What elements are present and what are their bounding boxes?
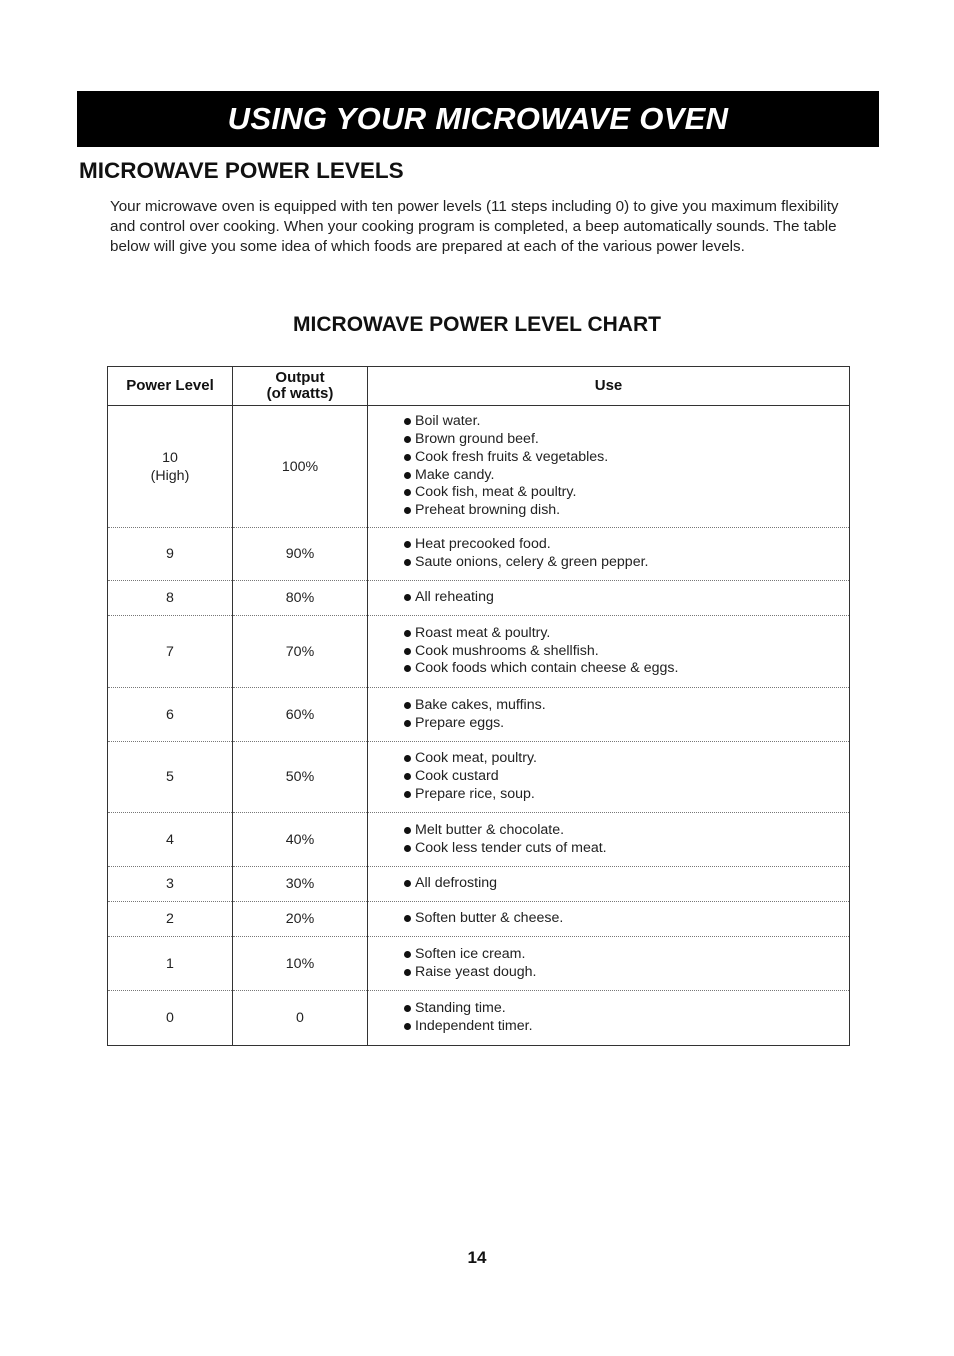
use-list (404, 910, 849, 928)
output-cell: 50% (233, 742, 368, 813)
header-output-line1: Output (275, 369, 325, 386)
table-header-row (108, 367, 850, 406)
use-list-item: Cook less tender cuts of meat. (404, 840, 849, 858)
use-list-item: Standing time. (404, 1000, 849, 1018)
output-cell: 60% (233, 688, 368, 742)
use-list (404, 750, 849, 803)
output-cell: 80% (233, 581, 368, 616)
use-list (404, 697, 849, 733)
use-cell (368, 991, 850, 1046)
power-level-cell (108, 528, 233, 581)
output-cell: 0 (233, 991, 368, 1046)
intro-paragraph: Your microwave oven is equipped with ten power levels (11 steps including 0) to give you maximum flexibility and control over cooking. When your cooking program is completed, a beep automatically sounds. The table below will give you some idea of which foods are prepared at each of the various power levels. (110, 198, 839, 255)
power-level-cell (108, 406, 233, 528)
power-level-cell (108, 688, 233, 742)
power-level-value: 8 (166, 590, 174, 606)
use-cell (368, 937, 850, 991)
power-level-value: 2 (166, 911, 174, 927)
power-level-cell (108, 902, 233, 937)
use-list-item: Brown ground beef. (404, 431, 849, 449)
use-list-item: Cook fish, meat & poultry. (404, 484, 849, 502)
use-list-item: All defrosting (404, 875, 849, 893)
use-list (404, 413, 849, 520)
power-level-value: 1 (166, 955, 174, 972)
power-level-value: 3 (166, 876, 174, 892)
use-list-item: Raise yeast dough. (404, 964, 849, 982)
use-list-item: Saute onions, celery & green pepper. (404, 554, 849, 572)
power-level-cell (108, 867, 233, 902)
power-level-value: 10 (162, 449, 178, 466)
table-row (108, 581, 850, 616)
output-cell: 90% (233, 528, 368, 581)
use-cell (368, 406, 850, 528)
use-list (404, 625, 849, 678)
use-cell (368, 616, 850, 688)
header-output (233, 367, 368, 406)
use-cell (368, 867, 850, 902)
power-level-table (107, 366, 850, 1046)
use-list-item: Soften ice cream. (404, 946, 849, 964)
use-list (404, 589, 849, 607)
power-level-cell (108, 581, 233, 616)
power-level-cell (108, 616, 233, 688)
use-list-item: Boil water. (404, 413, 849, 431)
use-list-item: Soften butter & cheese. (404, 910, 849, 928)
table-row (108, 991, 850, 1046)
use-list (404, 536, 849, 572)
power-level-value: 6 (166, 706, 174, 723)
use-list-item: Cook fresh fruits & vegetables. (404, 449, 849, 467)
use-cell (368, 742, 850, 813)
table-row (108, 742, 850, 813)
table-row (108, 902, 850, 937)
header-output-line2: (of watts) (266, 385, 334, 402)
use-list-item: Independent timer. (404, 1018, 849, 1036)
header-power-level: Power Level (108, 367, 233, 406)
power-level-cell (108, 742, 233, 813)
use-list-item: Prepare rice, soup. (404, 786, 849, 804)
power-level-cell (108, 991, 233, 1046)
use-list-item: Heat precooked food. (404, 536, 849, 554)
use-list-item: Cook meat, poultry. (404, 750, 849, 768)
use-cell (368, 688, 850, 742)
power-level-value: 0 (166, 1010, 174, 1026)
power-level-sublabel: (High) (150, 467, 190, 484)
power-level-value: 4 (166, 831, 174, 848)
use-list-item: Cook mushrooms & shellfish. (404, 643, 849, 661)
use-list (404, 1000, 849, 1036)
chart-title: MICROWAVE POWER LEVEL CHART (293, 313, 661, 336)
use-list (404, 822, 849, 858)
table-row (108, 528, 850, 581)
table-row (108, 937, 850, 991)
table-row (108, 406, 850, 528)
use-cell (368, 813, 850, 867)
use-list-item: Make candy. (404, 467, 849, 485)
use-list (404, 875, 849, 893)
use-cell (368, 528, 850, 581)
power-level-cell (108, 813, 233, 867)
output-cell: 30% (233, 867, 368, 902)
output-cell: 70% (233, 616, 368, 688)
use-list-item: Bake cakes, muffins. (404, 697, 849, 715)
output-cell: 10% (233, 937, 368, 991)
power-level-cell (108, 937, 233, 991)
use-list-item: Melt butter & chocolate. (404, 822, 849, 840)
use-list-item: Cook foods which contain cheese & eggs. (404, 660, 849, 678)
power-level-value: 9 (166, 546, 174, 562)
use-list-item: Preheat browning dish. (404, 502, 849, 520)
table-row (108, 813, 850, 867)
header-use: Use (368, 367, 850, 406)
power-level-value: 7 (166, 643, 174, 660)
banner-title: USING YOUR MICROWAVE OVEN (227, 101, 729, 136)
table-body (108, 406, 850, 1046)
output-cell: 20% (233, 902, 368, 937)
use-list-item: Cook custard (404, 768, 849, 786)
page-banner (77, 91, 879, 147)
page-number: 14 (467, 1248, 487, 1267)
use-list-item: Roast meat & poultry. (404, 625, 849, 643)
power-level-value: 5 (166, 769, 174, 785)
output-cell: 40% (233, 813, 368, 867)
section-title: MICROWAVE POWER LEVELS (79, 158, 404, 183)
use-list-item: All reheating (404, 589, 849, 607)
output-cell: 100% (233, 406, 368, 528)
use-cell (368, 902, 850, 937)
use-list-item: Prepare eggs. (404, 715, 849, 733)
table-row (108, 616, 850, 688)
table-row (108, 688, 850, 742)
use-list (404, 946, 849, 982)
use-cell (368, 581, 850, 616)
table-row (108, 867, 850, 902)
